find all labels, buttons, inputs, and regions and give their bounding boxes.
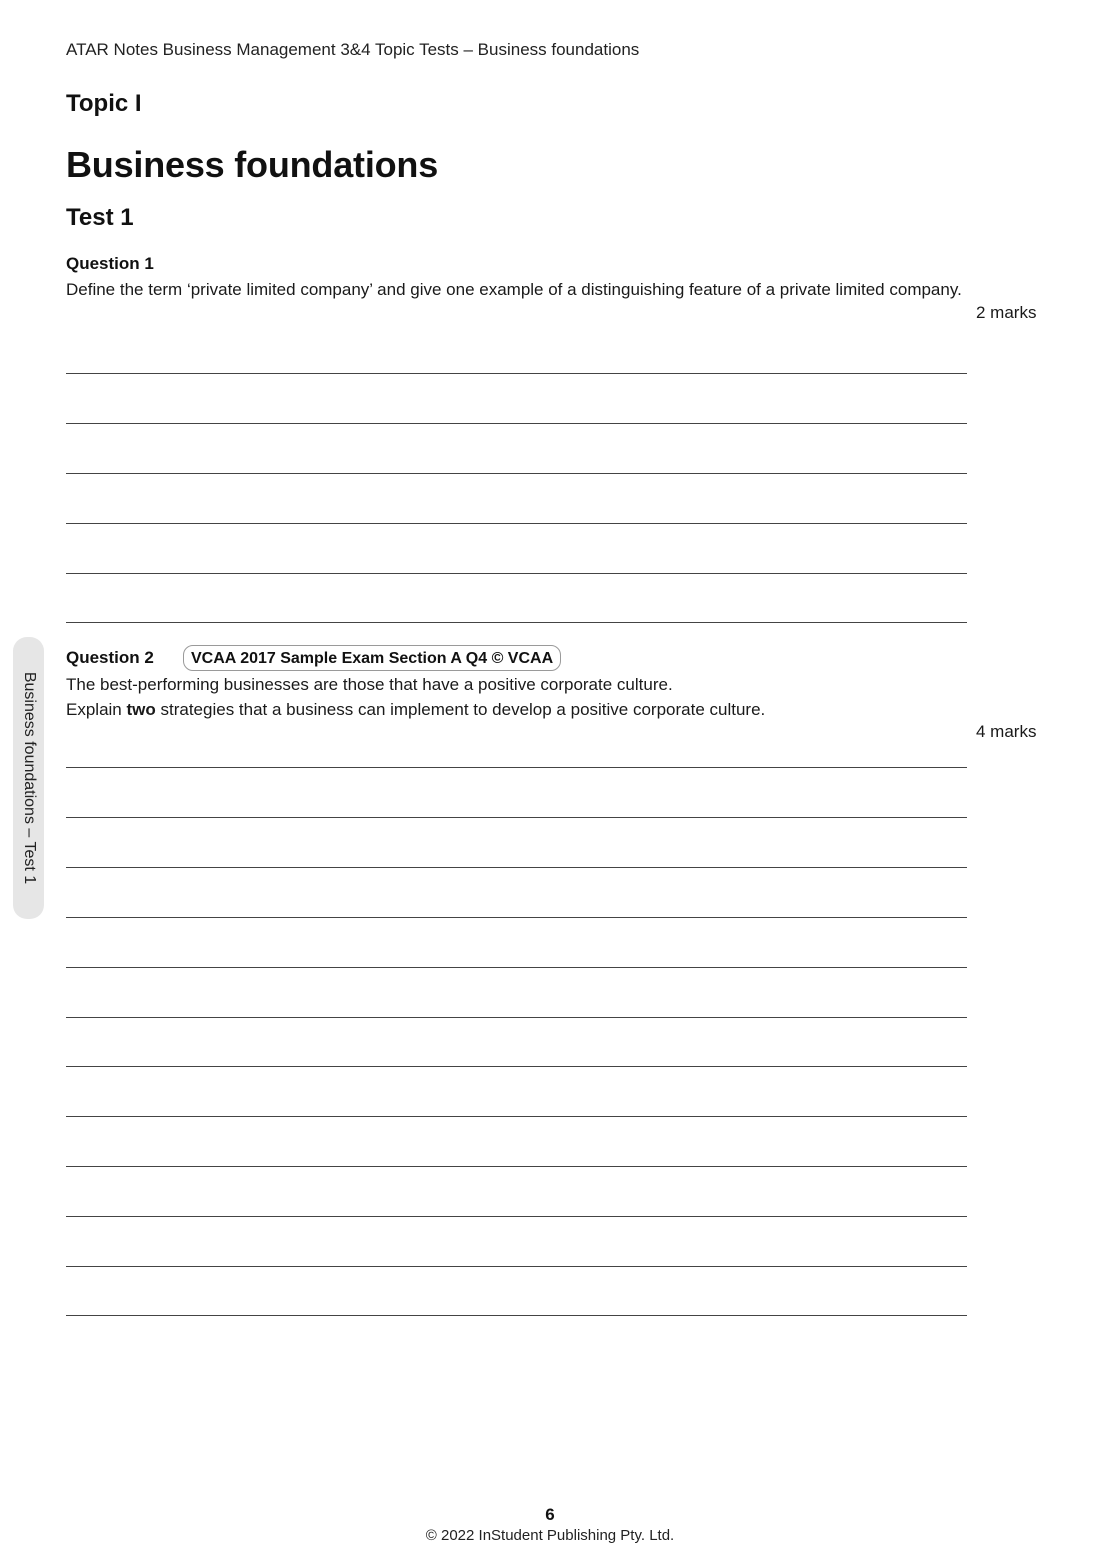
page-title: Business foundations	[66, 144, 439, 185]
question-2-text-pre: Explain	[66, 700, 127, 719]
question-2-heading: Question 2	[66, 648, 154, 667]
answer-line	[66, 1066, 967, 1067]
answer-line	[66, 1017, 967, 1018]
question-1-heading: Question 1	[66, 254, 154, 273]
question-2-marks: 4 marks	[976, 722, 1037, 741]
question-2-text-line-1: The best-performing businesses are those that have a positive corporate culture.	[66, 675, 673, 694]
running-header: ATAR Notes Business Management 3&4 Topic Tests – Business foundations	[66, 40, 640, 59]
answer-line	[66, 767, 967, 768]
side-tab-label: Business foundations – Test 1	[20, 671, 38, 885]
question-2-text-post: strategies that a business can implement to develop a positive corporate culture.	[155, 700, 766, 719]
side-tab	[13, 637, 44, 919]
test-title: Test 1	[66, 204, 134, 231]
answer-line	[66, 373, 967, 374]
answer-line	[66, 622, 967, 623]
topic-label: Topic I	[66, 90, 142, 117]
answer-line	[66, 967, 967, 968]
source-badge: VCAA 2017 Sample Exam Section A Q4 © VCAA	[183, 645, 561, 671]
answer-line	[66, 473, 967, 474]
answer-line	[66, 1216, 967, 1217]
question-1-marks: 2 marks	[976, 303, 1037, 322]
question-2-text-line-2	[66, 697, 967, 722]
answer-line	[66, 867, 967, 868]
question-2-text-emphasis: two	[126, 700, 156, 719]
copyright: © 2022 InStudent Publishing Pty. Ltd.	[425, 1527, 675, 1544]
answer-line	[66, 1116, 967, 1117]
question-1-text: Define the term ‘private limited company’ and give one example of a distinguishing feature of a private limited company.	[66, 280, 962, 299]
answer-line	[66, 573, 967, 574]
answer-line	[66, 523, 967, 524]
answer-line	[66, 1266, 967, 1267]
answer-line	[66, 817, 967, 818]
page-number: 6	[545, 1505, 555, 1524]
answer-line	[66, 1166, 967, 1167]
answer-line	[66, 423, 967, 424]
answer-line	[66, 917, 967, 918]
answer-line	[66, 1315, 967, 1316]
